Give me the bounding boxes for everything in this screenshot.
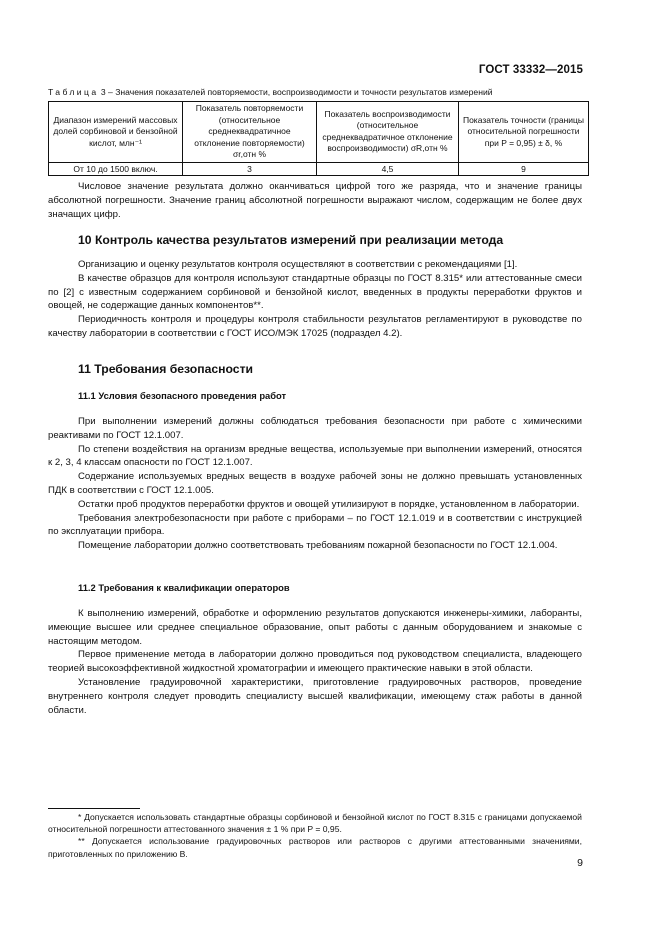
paragraph: Содержание используемых вредных веществ в воздухе рабочей зоны не должно превышать установленных ПДК в соответствии с ГОСТ 12.1.005.	[48, 471, 582, 496]
header-range: Диапазон измерений массовых долей сорбиновой и бензойной кислот, млн⁻¹	[49, 102, 183, 163]
result-rounding-paragraph: Числовое значение результата должно оканчиваться цифрой того же разряда, что и значение границы абсолютной погрешности. Значение границ абсолютной погрешности выражают числом, содержащим не более двух значащих цифр.	[48, 181, 582, 220]
paragraph: Организацию и оценку результатов контроля осуществляют в соответствии с рекомендациями [1].	[78, 259, 518, 270]
cell-reproducibility: 4,5	[317, 162, 459, 175]
paragraph: В качестве образцов для контроля используют стандартные образцы по ГОСТ 8.315* или аттестованные смеси по [2] с известным содержанием сорбиновой и бензойной кислот, введенных в продукты переработки фруктов и овощей, не содержащие данных компонентов**.	[48, 272, 582, 312]
section-11-heading: 11 Требования безопасности	[78, 362, 254, 376]
table-3	[48, 101, 589, 176]
paragraph: Остатки проб продуктов переработки фруктов и овощей утилизируют в порядке, установленном в лаборатории.	[78, 498, 580, 510]
section-11-2-heading: 11.2 Требования к квалификации операторов	[78, 582, 290, 593]
paragraph: Первое применение метода в лаборатории должно проводиться под руководством специалиста, владеющего теорией высокоэффективной жидкостной хроматографии и имеющего практические навыки в этой области.	[48, 649, 582, 675]
header-accuracy: Показатель точности (границы относительной погрешности при P = 0,95) ± δ, %	[459, 102, 589, 163]
table-caption-text: – Значения показателей повторяемости, воспроизводимости и точности результатов измерений	[105, 87, 493, 97]
section-11-2-body	[48, 607, 582, 717]
section-10-heading: 10 Контроль качества результатов измерений при реализации метода	[78, 233, 504, 247]
paragraph: Периодичность контроля и процедуры контроля стабильности результатов регламентируют в руководстве по качеству лаборатории в соответствии с ГОСТ ИСО/МЭК 17025 (подраздел 4.2).	[48, 314, 582, 339]
paragraph: Помещение лаборатории должно соответствовать требованиям пожарной безопасности по ГОСТ 12.1.004.	[78, 540, 558, 552]
table-caption-number: 3	[100, 87, 106, 97]
footnote: ** Допускается использование градуировочных растворов или растворов с другими аттестованными значениями, приготовленных по приложению В.	[48, 836, 582, 859]
footnote-divider	[48, 808, 140, 809]
paragraph: По степени воздействия на организм вредные вещества, используемые при выполнении измерений, относятся к 2, 3, 4 классам опасности по ГОСТ 12.1.007.	[48, 443, 582, 469]
cell-range: От 10 до 1500 включ.	[49, 162, 183, 175]
standard-number: ГОСТ 33332—2015	[478, 64, 583, 76]
section-11-1-body	[48, 415, 582, 553]
footnote: * Допускается использовать стандартные образцы сорбиновой и бензойной кислот по ГОСТ 8.315 с границами допускаемой относительной погрешности аттестованного значения ± 1 % при P = 0,95.	[48, 812, 582, 835]
table-header-row	[49, 102, 589, 163]
page-number: 9	[577, 857, 583, 869]
section-11-1-heading: 11.1 Условия безопасного проведения работ	[78, 390, 287, 401]
footnotes	[48, 811, 582, 860]
paragraph: Установление градуировочной характеристики, приготовление градуировочных растворов, проведение внутреннего контроля следует проводить специалисту высшей квалификации, имеющему стаж работы в данной области.	[48, 676, 582, 716]
paragraph: Требования электробезопасности при работе с приборами – по ГОСТ 12.1.019 и в соответствии с инструкцией по эксплуатации прибора.	[48, 512, 582, 538]
header-reproducibility: Показатель воспроизводимости (относительное среднеквадратичное отклонение воспроизводимости) σR,отн %	[317, 102, 459, 163]
section-10-body	[48, 258, 582, 341]
table-caption	[48, 87, 596, 97]
paragraph: При выполнении измерений должны соблюдаться требования безопасности при работе с химическими реактивами по ГОСТ 12.1.007.	[48, 416, 582, 441]
table-row	[49, 162, 589, 175]
cell-accuracy: 9	[459, 162, 589, 175]
table-caption-label: Таблица	[48, 87, 99, 97]
paragraph: К выполнению измерений, обработке и оформлению результатов допускаются инженеры-химики, лаборанты, имеющие высшее или среднее специальное образование, опыт работы с данным оборудованием и знакомые с настоящим методом.	[48, 608, 582, 647]
cell-repeatability: 3	[183, 162, 317, 175]
header-repeatability: Показатель повторяемости (относительное среднеквадратичное отклонение повторяемости) σr,отн %	[183, 102, 317, 163]
